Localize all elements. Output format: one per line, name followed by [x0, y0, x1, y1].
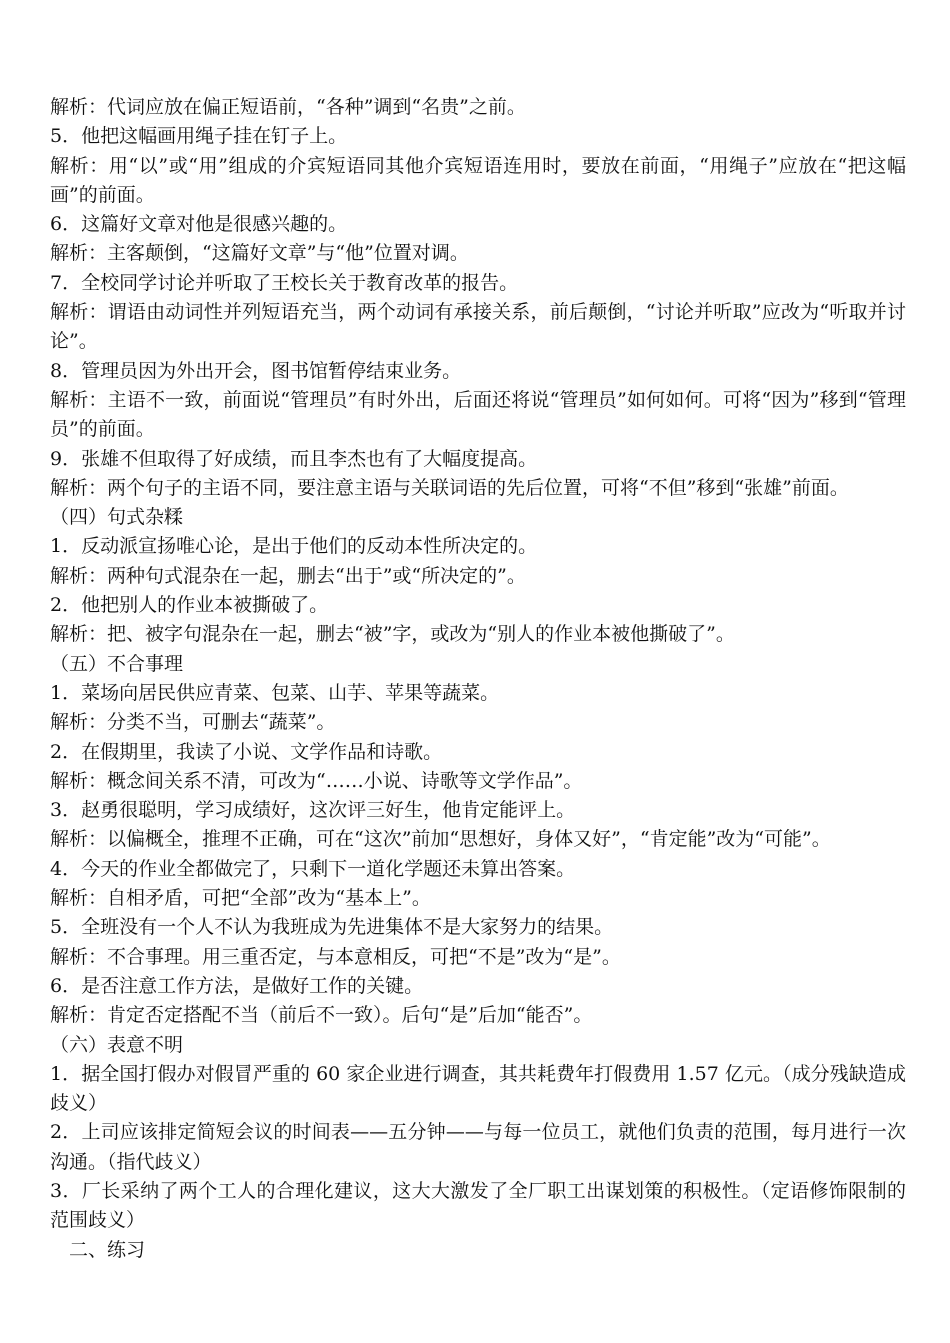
analysis-line: 解析：不合事理。用三重否定，与本意相反，可把“不是”改为“是”。	[50, 945, 621, 968]
example-sentence: 6．这篇好文章对他是很感兴趣的。	[50, 213, 348, 236]
analysis-line: 解析：主语不一致，前面说“管理员”有时外出，后面还将说“管理员”如何如何。可将“因为”移到“管理员”的前面。	[50, 388, 906, 441]
analysis-line: 解析：两种句式混杂在一起，删去“出于”或“所决定的”。	[50, 564, 526, 587]
section-heading: （六）表意不明	[50, 1033, 184, 1056]
example-sentence: 5．他把这幅画用绳子挂在钉子上。	[50, 125, 348, 148]
analysis-line: 解析：分类不当，可删去“蔬菜”。	[50, 711, 336, 734]
analysis-line: 解析：谓语由动词性并列短语充当，两个动词有承接关系，前后颠倒，“讨论并听取”应改为“听取并讨论”。	[50, 301, 906, 353]
analysis-line: 解析：把、被字句混杂在一起，删去“被”字，或改为“别人的作业本被他撕破了”。	[50, 623, 735, 646]
example-sentence: 2．他把别人的作业本被撕破了。	[50, 594, 329, 617]
example-sentence: 2．上司应该排定简短会议的时间表——五分钟——与每一位员工，就他们负责的范围，每月进行一次沟通。（指代歧义）	[50, 1121, 906, 1173]
example-sentence: 8．管理员因为外出开会，图书馆暂停结束业务。	[50, 359, 462, 382]
example-sentence: 1．菜场向居民供应青菜、包菜、山芋、苹果等蔬菜。	[50, 681, 500, 704]
example-sentence: 1．反动派宣扬唯心论，是出于他们的反动本性所决定的。	[50, 535, 538, 558]
analysis-line: 解析：代词应放在偏正短语前，“各种”调到“名贵”之前。	[50, 96, 526, 118]
example-sentence: 6．是否注意工作方法，是做好工作的关键。	[50, 974, 424, 997]
analysis-line: 解析：概念间关系不清，可改为“……小说、诗歌等文学作品”。	[50, 769, 583, 792]
example-sentence: 1．据全国打假办对假冒严重的 60 家企业进行调查，其共耗费年打假费用 1.57 亿元。（成分残缺造成歧义）	[50, 1062, 906, 1115]
example-sentence: 4．今天的作业全都做完了，只剩下一道化学题还未算出答案。	[50, 857, 576, 880]
document-body	[50, 93, 906, 1265]
example-sentence: 3．赵勇很聪明，学习成绩好，这次评三好生，他肯定能评上。	[50, 799, 576, 822]
section-heading: （四）句式杂糅	[50, 506, 184, 529]
analysis-line: 解析：用“以”或“用”组成的介宾短语同其他介宾短语连用时，要放在前面，“用绳子”应放在“把这幅画”的前面。	[50, 154, 906, 206]
example-sentence: 2．在假期里，我读了小说、文学作品和诗歌。	[50, 740, 443, 763]
example-sentence: 9．张雄不但取得了好成绩，而且李杰也有了大幅度提高。	[50, 447, 538, 470]
example-sentence: 5．全班没有一个人不认为我班成为先进集体不是大家努力的结果。	[50, 916, 614, 939]
analysis-line: 解析：主客颠倒，“这篇好文章”与“他”位置对调。	[50, 242, 469, 265]
section-heading: 二、练习	[69, 1238, 146, 1261]
example-sentence: 7．全校同学讨论并听取了王校长关于教育改革的报告。	[50, 271, 519, 294]
section-heading: （五）不合事理	[50, 652, 184, 675]
analysis-line: 解析：自相矛盾，可把“全部”改为“基本上”。	[50, 887, 431, 910]
analysis-line: 解析：两个句子的主语不同，要注意主语与关联词语的先后位置，可将“不但”移到“张雄”前面。	[50, 476, 849, 499]
analysis-line: 解析：肯定否定搭配不当（前后不一致）。后句“是”后加“能否”。	[50, 1004, 593, 1027]
analysis-line: 解析：以偏概全，推理不正确，可在“这次”前加“思想好，身体又好”，“肯定能”改为“可能”。	[50, 828, 831, 851]
example-sentence: 3．厂长采纳了两个工人的合理化建议，这大大激发了全厂职工出谋划策的积极性。（定语修饰限制的范围歧义）	[50, 1179, 906, 1232]
